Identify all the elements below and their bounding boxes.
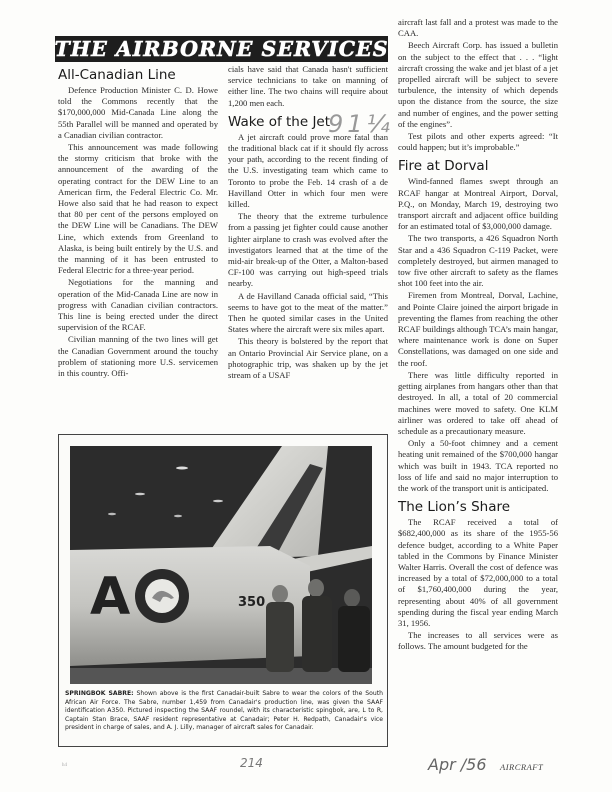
serial-number: 350 [238,595,266,610]
paragraph: This theory is bolstered by the report that an Ontario Provincial Air Service plane, on a photographic trip, was shaken up by the jet stream of a USAF [228,336,388,381]
handwritten-page-number: 214 [240,756,263,770]
sabre-jet-illustration [70,446,372,684]
paragraph: Test pilots and other experts agreed: “It could happen; but it’s improbable.” [398,131,558,153]
paragraph: The theory that the extreme turbulence from a passing jet fighter could cause another lighter airplane to crash was evolved after the investigators learned that at the time of the mid-air break-up of the Otter, a Malton-based CF-100 was carrying out high-speed trials nearby. [228,211,388,289]
paragraph: Only a 50-foot chimney and a cement heating unit remained of the $700,000 hangar which was built in 1943. TCA reported no loss of life and said no major interruption to the work of the transport unit is anticipated. [398,438,558,493]
handwritten-date: Apr /56 [428,755,487,774]
paragraph: Beech Aircraft Corp. has issued a bulletin on the subject to the effect that . . . “light aircraft crossing the wake and jet blast of a jet propelled aircraft will be subject to severe turbulence, the intensity of which depends upon the distance from the source, the size and number of engines, and the power setting of the engines”. [398,40,558,129]
paragraph: The RCAF received a total of $682,400,000 as its share of the 1955-56 defence budget, according to a White Paper tabled in the Commons by Finance Minister Walter Harris. Overall the cost of defence was increased by a total of $72,000,000 to a total of $1,760,400,000 during the year, representing about 40% of all government spending during the fiscal year ending March 31, 1956. [398,517,558,628]
heading-lions-share: The Lion’s Share [398,499,511,516]
caption-lead: SPRINGBOK SABRE: [65,690,134,697]
margin-mark: h4 [62,763,67,768]
paragraph-continued: cials have said that Canada hasn't sufficient service technicians to take on manning of either line. The two chains will require about 1,200 men each. [228,64,388,108]
paragraph: A jet aircraft could prove more fatal than the traditional black cat if it should fly across your path, according to the recent finding of the U.S. investigating team which came to Toronto to probe the Feb. 14 crash of a de Havilland Otter in which four men were killed. [228,131,388,210]
paragraph: Defence Production Minister C. D. Howe told the Commons recently that the $170,000,000 Mid-Canada Line along the 55th Parallel will be manned and operated by a Canadian civilian contractor. [58,85,218,140]
photo-caption [65,690,383,733]
sabre-photo [70,446,372,684]
heading-fire-at-dorval: Fire at Dorval [398,158,489,175]
paragraph: Firemen from Montreal, Dorval, Lachine, and Pointe Claire joined the airport brigade in preventing the flames from reaching the other RCAF buildings although TCA’s main hangar, where maintenance work is done on Super Constellations, was damaged on one side and the roof. [398,290,558,368]
heading-wake-of-the-jet: Wake of the Jet [228,113,331,130]
publication-name: AIRCRAFT [500,762,544,772]
paragraph: The two transports, a 426 Squadron North Star and a 436 Squadron C-119 Packet, were completely destroyed, but airmen managed to tow five other aircraft to safety as the flames shot 100 feet into the air. [398,233,558,289]
paragraph: Civilian manning of the two lines will get the Canadian Government around the touchy problem of stationing more U.S. servicemen in this country. Offi- [58,334,218,379]
paragraph: A de Havilland Canada official said, “This seems to have got to the meat of the matter.” Then he quoted similar cases in the United States where the aircraft were six miles apart. [228,290,388,335]
column-1 [58,64,218,380]
paragraph-continued: aircraft last fall and a protest was made to the CAA. [398,17,558,39]
heading-all-canadian-line: All-Canadian Line [58,67,176,83]
paragraph: The increases to all services were as follows. The amount budgeted for the [398,630,558,652]
paragraph: This announcement was made following the stormy criticism that broke with the announcement of the awarding of the operating contract for the DEW Line to an American firm, the Federal Electric Co. Mr. Howe also said that he had reason to expect that 80 per cent of the persons employed on the DEW Line will be Canadians. The DEW Line, which extends from Greenland to Alaska, is being built entirely by the U.S. and the manning of it has been entrusted to Federal Electric for a three-year period. [58,142,218,276]
paragraph: There was little difficulty reported in getting airplanes from hangars other than that destroyed. In all, a total of 20 commercial machines were moved to safety. One KLM airliner was ordered to take off ahead of schedule as a precautionary measure. [398,369,558,436]
caption-body: Shown above is the first Canadair-built Sabre to wear the colors of the South African Air Force. The Sabre, number 1,459 from Canadair's production line, was given the SAAF identification A350. Pictured inspecting the SAAF roundel, with its characteristic spingbok, are, L to R, Captain Stan Brace, SAAF resident representative at Canadair; Peter H. Redpath, Canadair's vice president in charge of sales, and A. J. Lilly, manager of aircraft sales for Canadair. [65,690,383,732]
column-3 [398,17,558,654]
paragraph: Wind-fanned flames swept through an RCAF hangar at Montreal Airport, Dorval, P.Q., on Monday, March 19, destroying two transport aircraft and adjacent office building for an estimated total of $3,000,000 damage. [398,176,558,232]
tail-letter: A [90,567,131,627]
paragraph: Negotiations for the manning and operation of the Mid-Canada Line are now in progress with Canadian civilian contractors. This line is being erected under the direct supervision of the RCAF. [58,277,218,333]
handwritten-code: 91¼ [328,110,394,138]
section-title: THE AIRBORNE SERVICES [54,37,389,61]
section-banner [55,36,388,62]
photo-figure [58,434,388,747]
